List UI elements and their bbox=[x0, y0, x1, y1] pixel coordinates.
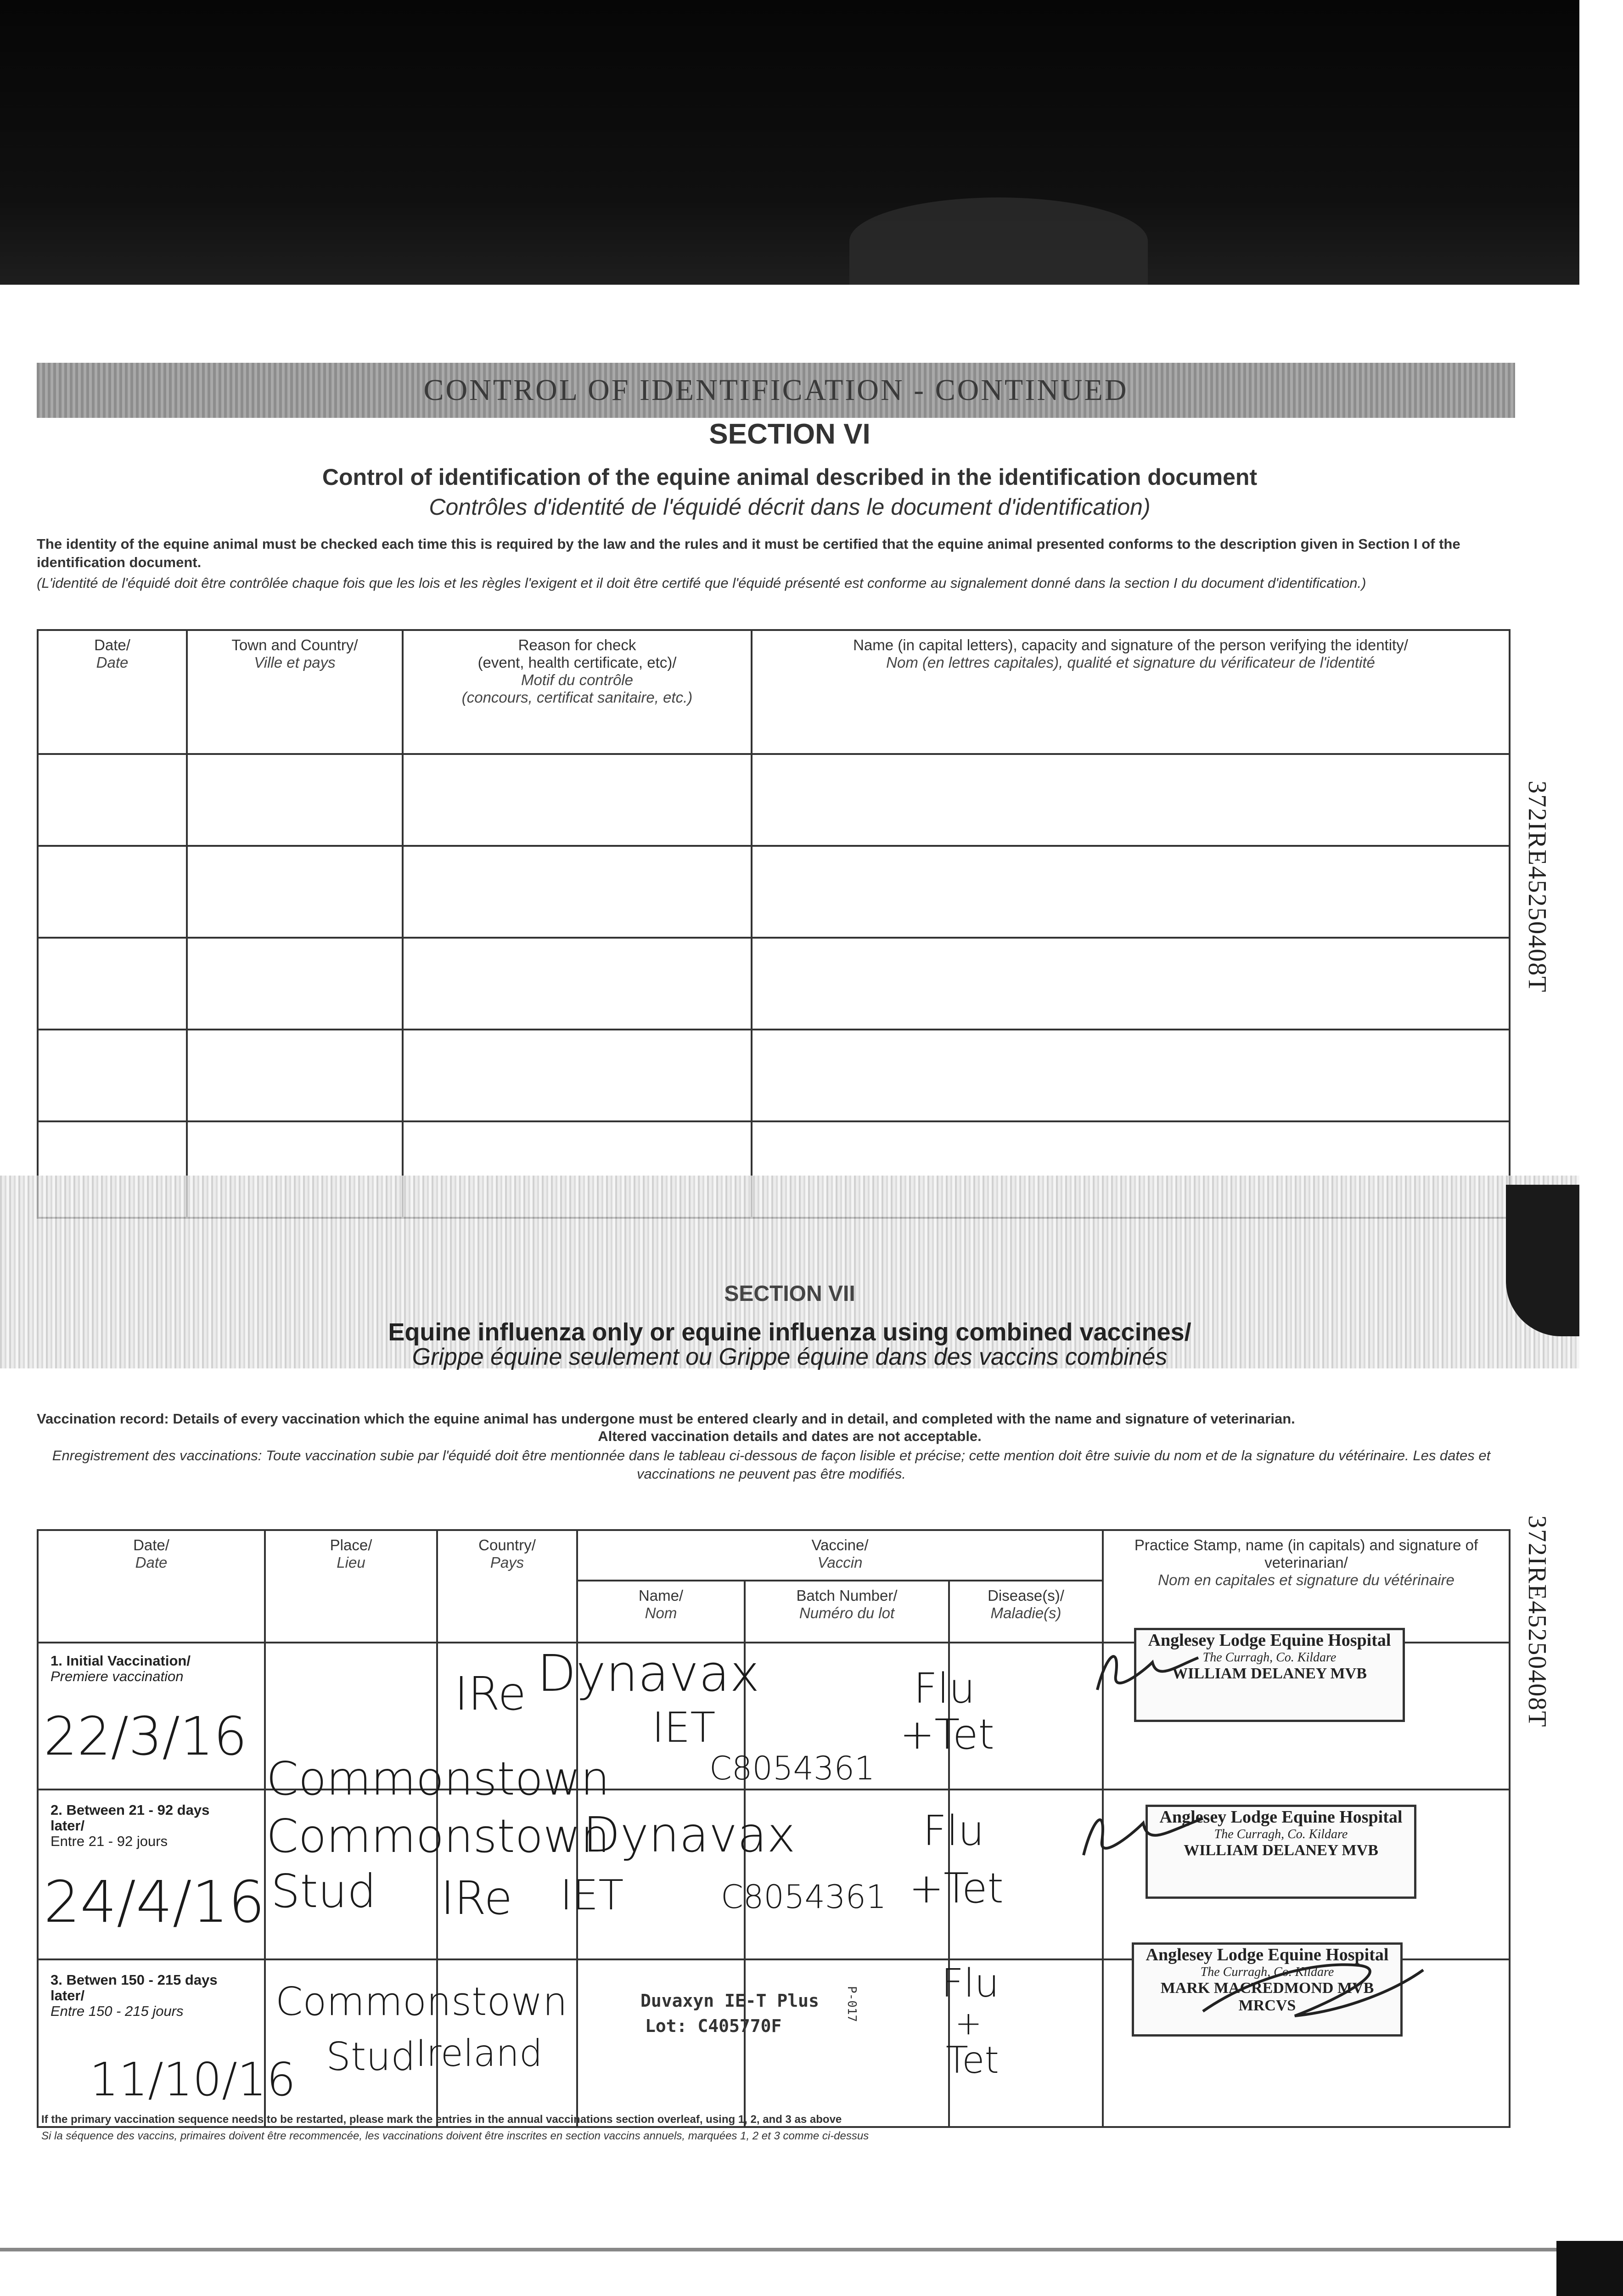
row-1-batch: C8054361 bbox=[709, 1750, 875, 1787]
row-3-vaccine-printed: Duvaxyn IE-T Plus bbox=[640, 1991, 819, 2011]
col-date: Date/ Date bbox=[38, 1530, 265, 1643]
row-1-disease-2: +Tet bbox=[900, 1711, 994, 1759]
section-vii-subtitle-en: Equine influenza only or equine influenza using combined vaccines/ bbox=[388, 1318, 1191, 1346]
section-vii-title: SECTION VII bbox=[724, 1282, 855, 1306]
row-2-disease: Flu bbox=[923, 1807, 984, 1855]
section-vii-subtitle-fr: Grippe équine seulement ou Grippe équine dans des vaccins combinés bbox=[412, 1344, 1168, 1370]
intro-fr: (L'identité de l'équidé doit être contrôlée chaque fois que les lois et les règles l'exigent et il doit être certifé que l'équidé présenté est conforme au signalement donné dans la section I du document d'identification.) bbox=[37, 575, 1366, 591]
record-text-en: Vaccination record: Details of every vaccination which the equine animal has undergone must be entered clearly and in detail, and completed with the name and signature of veterinarian. bbox=[37, 1411, 1295, 1427]
footer-note-fr: Si la séquence des vaccins, primaires doivent être recommencée, les vaccinations doivent être inscrites en section vaccins annuels, marquées 1, 2 et 3 comme ci-dessus bbox=[41, 2130, 869, 2142]
col-stamp: Practice Stamp, name (in capitals) and signature of veterinarian/ Nom en capitales et signature du vétérinaire bbox=[1103, 1530, 1510, 1643]
row-1-country: IRe bbox=[455, 1667, 527, 1721]
row-2-label: 2. Between 21 - 92 days later/ Entre 21 - 92 jours bbox=[51, 1802, 210, 1849]
row-3-place: Commonstown bbox=[275, 1979, 567, 2025]
row-1-vet-stamp: Anglesey Lodge Equine Hospital The Curragh, Co. Kildare WILLIAM DELANEY MVB bbox=[1134, 1628, 1405, 1722]
row-3-signature bbox=[1194, 1952, 1432, 2030]
row-1-date: 22/3/16 bbox=[44, 1706, 247, 1767]
record-text-fr: Enregistrement des vaccinations: Toute vaccination subie par l'équidé doit être mentionnée dans le tableau ci-dessous de façon lisible et précise; cette mention doit être suivie du nom et de la signature du vétérinaire. Les dates et vaccinations ne peuvent pas être modifiés. bbox=[52, 1447, 1491, 1482]
row-3-vet-stamp: Anglesey Lodge Equine Hospital The Curragh, Co. Kildare MARK MACREDMOND MVB MRCVS bbox=[1132, 1942, 1403, 2037]
table-header-row bbox=[38, 1530, 1510, 1581]
col-country: Country/ Pays bbox=[437, 1530, 577, 1643]
footer-note-en: If the primary vaccination sequence needs to be restarted, please mark the entries in the annual vaccinations section overleaf, using 1, 2, and 3 as above bbox=[41, 2113, 842, 2126]
section-banner bbox=[37, 363, 1515, 418]
col-reason: Reason for check (event, health certificate, etc)/ Motif du contrôle (concours, certificat sanitaire, etc.) bbox=[403, 630, 752, 754]
row-1-label: 1. Initial Vaccination/ Premiere vaccination bbox=[51, 1653, 191, 1684]
col-batch: Batch Number/ Numéro du lot bbox=[745, 1581, 949, 1643]
row-2-vaccine-code: IET bbox=[560, 1871, 624, 1919]
col-vaccine-name: Name/ Nom bbox=[577, 1581, 745, 1643]
row-1-vaccine: Dynavax bbox=[537, 1644, 760, 1703]
row-3-lot: Lot: C405770F bbox=[645, 2016, 782, 2036]
section-vi-title: SECTION VI bbox=[709, 418, 870, 450]
col-disease: Disease(s)/ Maladie(s) bbox=[949, 1581, 1103, 1643]
record-text-en-2: Altered vaccination details and dates are not acceptable. bbox=[598, 1428, 982, 1444]
scan-dark-band bbox=[0, 0, 1579, 285]
row-2-place: Commonstown bbox=[266, 1809, 610, 1863]
table-row bbox=[38, 846, 1510, 938]
page-fold-shadow bbox=[1506, 1185, 1579, 1336]
row-2-disease-2: +Tet bbox=[909, 1864, 1004, 1913]
row-3-disease-plus: + bbox=[955, 2004, 982, 2042]
col-town: Town and Country/ Ville et pays bbox=[187, 630, 403, 754]
row-2-vaccine: Dynavax bbox=[583, 1807, 796, 1863]
row-1-disease: Flu bbox=[914, 1665, 975, 1713]
row-1-vaccine-code: IET bbox=[652, 1704, 716, 1752]
side-code-bottom: 372IRE45250408T bbox=[1523, 1515, 1551, 1728]
intro-en: The identity of the equine animal must be checked each time this is required by the law and the rules and it must be certified that the equine animal presented conforms to the description given in Section I of the identification document. bbox=[37, 536, 1460, 570]
table-row bbox=[38, 1030, 1510, 1121]
row-3-country: Ireland bbox=[416, 2032, 543, 2075]
bottom-edge-line bbox=[0, 2248, 1579, 2251]
row-3-disease-2: Tet bbox=[946, 2039, 999, 2082]
section-vi-subtitle-fr: Contrôles d'identité de l'équidé décrit dans le document d'identification) bbox=[429, 494, 1151, 520]
row-2-date: 24/4/16 bbox=[44, 1869, 265, 1936]
col-vaccine: Vaccine/ Vaccin bbox=[577, 1530, 1103, 1581]
identification-table bbox=[37, 629, 1511, 1219]
row-2-signature bbox=[1074, 1791, 1212, 1869]
table-row bbox=[38, 938, 1510, 1030]
row-3-disease: Flu bbox=[941, 1961, 1000, 2006]
row-1-place: Commonstown bbox=[266, 1752, 610, 1806]
col-date: Date/ Date bbox=[38, 630, 187, 754]
row-2-place-2: Stud bbox=[271, 1864, 376, 1918]
col-verifier: Name (in capital letters), capacity and signature of the person verifying the identity/ Nom (en lettres capitales), qualité et signature du vérificateur de l'identité bbox=[752, 630, 1510, 754]
side-code-top: 372IRE45250408T bbox=[1523, 781, 1551, 993]
row-3-expiry: P-017 bbox=[845, 1986, 859, 2022]
row-2-country: IRe bbox=[441, 1871, 513, 1925]
row-1-signature bbox=[1088, 1635, 1207, 1704]
row-3-date: 11/10/16 bbox=[90, 2053, 296, 2106]
col-place: Place/ Lieu bbox=[265, 1530, 437, 1643]
row-3-place-2: Stud bbox=[326, 2034, 416, 2080]
section-vi-subtitle-en: Control of identification of the equine animal described in the identification document bbox=[322, 464, 1258, 490]
row-3-label: 3. Betwen 150 - 215 days later/ Entre 150 - 215 jours bbox=[51, 1972, 218, 2019]
table-row bbox=[38, 754, 1510, 846]
row-2-vet-stamp: Anglesey Lodge Equine Hospital The Curragh, Co. Kildare WILLIAM DELANEY MVB bbox=[1146, 1805, 1416, 1899]
table-header-row bbox=[38, 630, 1510, 754]
banner-title: CONTROL OF IDENTIFICATION - CONTINUED bbox=[423, 373, 1129, 407]
bottom-edge-shadow bbox=[1556, 2241, 1623, 2296]
row-2-batch: C8054361 bbox=[721, 1878, 887, 1916]
